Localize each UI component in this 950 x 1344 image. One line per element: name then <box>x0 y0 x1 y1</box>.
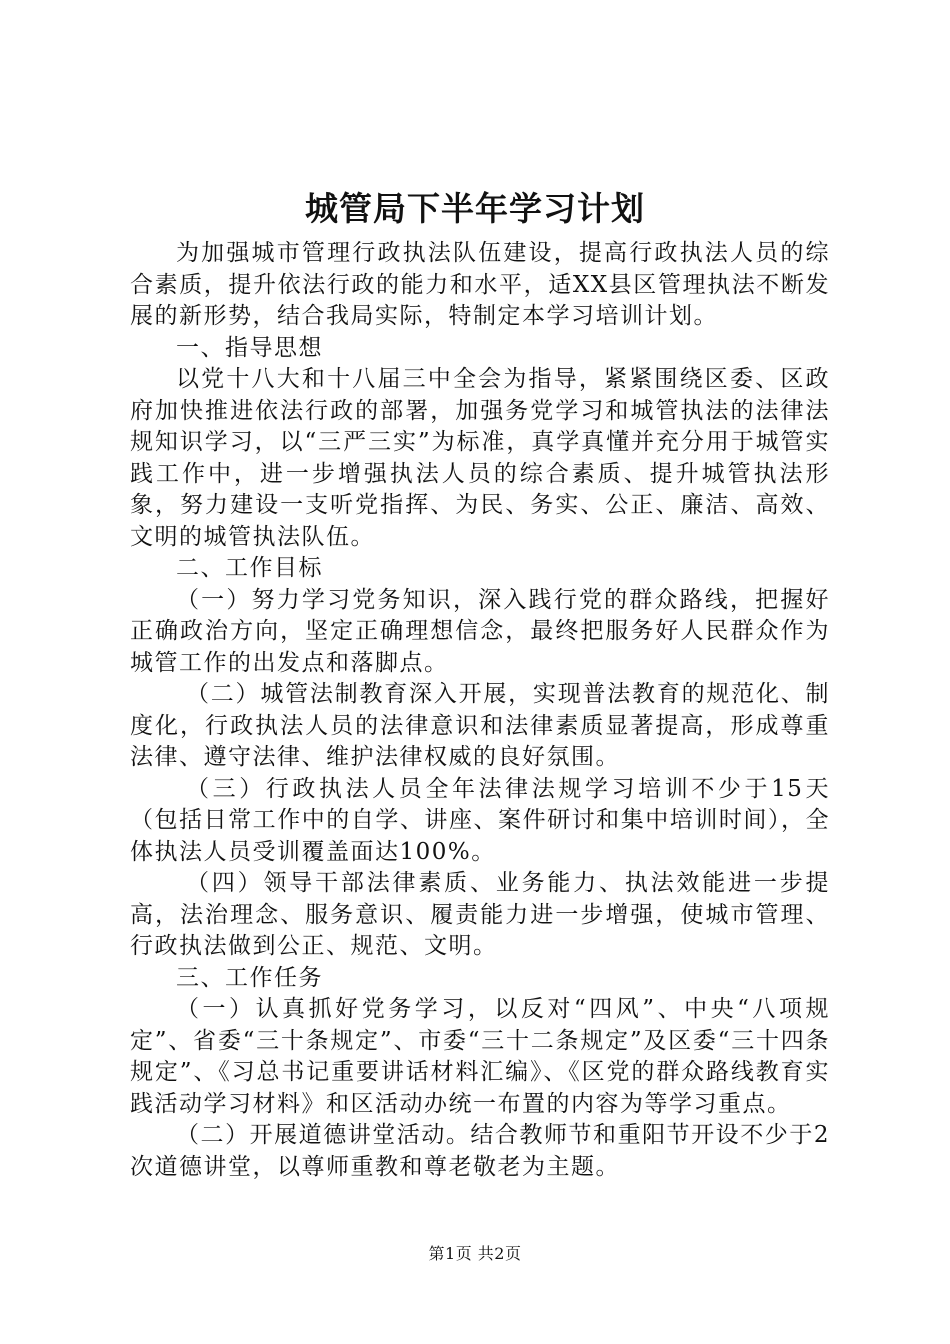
work-task-item: （一）认真抓好党务学习，以反对“四风”、中央“八项规定”、省委“三十条规定”、市委“三十二条规定”及区委“三十四条规定”、《习总书记重要讲话材料汇编》、《区党的群众路线教育实践活动学习材料》和区活动办统一布置的内容为等学习重点。 <box>130 996 830 1117</box>
work-task-item: （二）开展道德讲堂活动。结合教师节和重阳节开设不少于2次道德讲堂，以尊师重教和尊老敬老为主题。 <box>130 1122 830 1180</box>
section-heading-work-tasks: 三、工作任务 <box>176 964 323 991</box>
section-heading-guiding-ideology: 一、指导思想 <box>176 334 323 361</box>
work-goal-item: （一）努力学习党务知识，深入践行党的群众路线，把握好正确政治方向，坚定正确理想信念，最终把服务好人民群众作为城管工作的出发点和落脚点。 <box>130 586 830 676</box>
intro-paragraph: 为加强城市管理行政执法队伍建设，提高行政执法人员的综合素质，提升依法行政的能力和水平，适XX县区管理执法不断发展的新形势，结合我局实际，特制定本学习培训计划。 <box>130 240 830 329</box>
document-body <box>130 238 830 1183</box>
guiding-ideology-paragraph: 以党十八大和十八届三中全会为指导，紧紧围绕区委、区政府加快推进依法行政的部署，加强务党学习和城管执法的法律法规知识学习，以“三严三实”为标准，真学真懂并充分用于城管实践工作中，进一步增强执法人员的综合素质、提升城管执法形象，努力建设一支听党指挥、为民、务实、公正、廉洁、高效、文明的城管执法队伍。 <box>130 366 830 550</box>
document-title: 城管局下半年学习计划 <box>305 189 645 228</box>
page-number-footer: 第1页 共2页 <box>428 1244 522 1263</box>
section-heading-work-goals: 二、工作目标 <box>176 555 323 581</box>
work-goal-item: （三）行政执法人员全年法律法规学习培训不少于15天（包括日常工作中的自学、讲座、案件研讨和集中培训时间），全体执法人员受训覆盖面达100%。 <box>130 775 830 865</box>
work-goal-item: （二）城管法制教育深入开展，实现普法教育的规范化、制度化，行政执法人员的法律意识和法律素质显著提高，形成尊重法律、遵守法律、维护法律权威的良好氛围。 <box>130 681 830 770</box>
work-goal-item: （四）领导干部法律素质、业务能力、执法效能进一步提高，法治理念、服务意识、履责能力进一步增强，使城市管理、行政执法做到公正、规范、文明。 <box>130 870 830 959</box>
